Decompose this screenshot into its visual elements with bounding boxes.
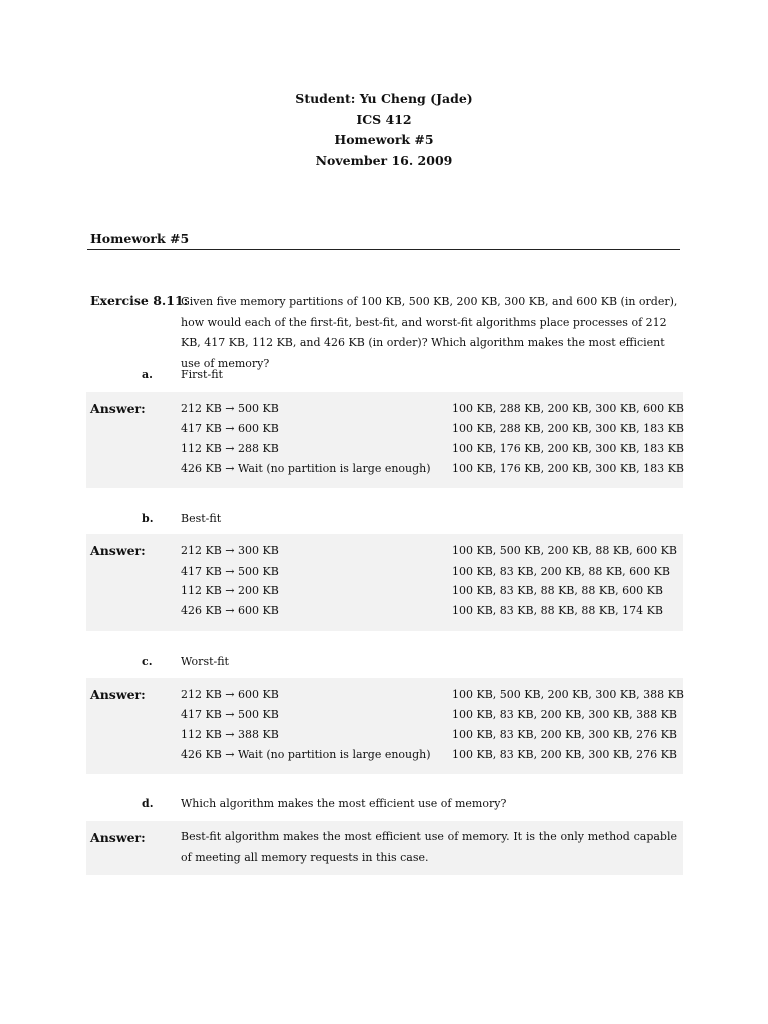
answer-box-b <box>86 534 683 631</box>
placement: 426 KB → 600 KB <box>181 604 279 617</box>
placement: 112 KB → 200 KB <box>181 584 279 597</box>
part-title: Which algorithm makes the most efficient use of memory? <box>181 797 507 810</box>
section-title: Homework #5 <box>90 231 190 246</box>
placement: 212 KB → 600 KB <box>181 688 279 701</box>
placement: 417 KB → 500 KB <box>181 565 279 578</box>
memory-state: 100 KB, 83 KB, 88 KB, 88 KB, 600 KB <box>452 584 663 597</box>
answer-text: Best-fit algorithm makes the most efficient use of memory. It is the only method capable of meeting all memory requests in this case. <box>181 830 677 864</box>
course-code: ICS 412 <box>356 111 412 127</box>
part-letter: c. <box>142 655 153 668</box>
memory-state: 100 KB, 288 KB, 200 KB, 300 KB, 183 KB <box>452 422 684 435</box>
placement: 212 KB → 300 KB <box>181 544 279 557</box>
answer-label: Answer: <box>90 543 146 558</box>
part-letter: d. <box>142 797 154 810</box>
document-header <box>0 89 768 171</box>
placement: 212 KB → 500 KB <box>181 402 279 415</box>
memory-state: 100 KB, 288 KB, 200 KB, 300 KB, 600 KB <box>452 402 684 415</box>
answer-box-c <box>86 678 683 774</box>
memory-state: 100 KB, 500 KB, 200 KB, 88 KB, 600 KB <box>452 544 677 557</box>
placement: 417 KB → 500 KB <box>181 708 279 721</box>
student-name: Student: Yu Cheng (Jade) <box>295 91 473 106</box>
section-divider <box>87 249 680 250</box>
answer-label: Answer: <box>90 687 146 702</box>
placement: 417 KB → 600 KB <box>181 422 279 435</box>
answer-label: Answer: <box>90 830 146 845</box>
exercise-text: Given five memory partitions of 100 KB, 500 KB, 200 KB, 300 KB, and 600 KB (in order), how would each of the first-fit, best-fit, and worst-fit algorithms place processes of 212 KB, 417 KB, 112 KB, and 426 KB (in order)? Which algorithm makes the most efficient use of memory? <box>181 295 678 370</box>
memory-state: 100 KB, 176 KB, 200 KB, 300 KB, 183 KB <box>452 462 684 475</box>
answer-box-a <box>86 392 683 488</box>
placement: 426 KB → Wait (no partition is large enough) <box>181 462 431 475</box>
part-title: Worst-fit <box>181 655 229 668</box>
document-date: November 16. 2009 <box>315 152 453 168</box>
memory-state: 100 KB, 83 KB, 88 KB, 88 KB, 174 KB <box>452 604 663 617</box>
memory-state: 100 KB, 176 KB, 200 KB, 300 KB, 183 KB <box>452 442 684 455</box>
part-title: First-fit <box>181 368 223 381</box>
answer-label: Answer: <box>90 401 146 416</box>
part-title: Best-fit <box>181 512 222 525</box>
memory-state: 100 KB, 500 KB, 200 KB, 300 KB, 388 KB <box>452 688 684 701</box>
memory-state: 100 KB, 83 KB, 200 KB, 300 KB, 388 KB <box>452 708 677 721</box>
homework-number: Homework #5 <box>334 132 434 147</box>
answer-box-d <box>86 821 683 875</box>
placement: 112 KB → 288 KB <box>181 442 279 455</box>
part-letter: a. <box>142 368 153 381</box>
placement: 112 KB → 388 KB <box>181 728 279 741</box>
memory-state: 100 KB, 83 KB, 200 KB, 300 KB, 276 KB <box>452 728 677 741</box>
memory-state: 100 KB, 83 KB, 200 KB, 88 KB, 600 KB <box>452 565 670 578</box>
part-letter: b. <box>142 512 154 525</box>
placement: 426 KB → Wait (no partition is large enough) <box>181 748 431 761</box>
memory-state: 100 KB, 83 KB, 200 KB, 300 KB, 276 KB <box>452 748 677 761</box>
exercise-label: Exercise 8.11: <box>90 293 189 308</box>
